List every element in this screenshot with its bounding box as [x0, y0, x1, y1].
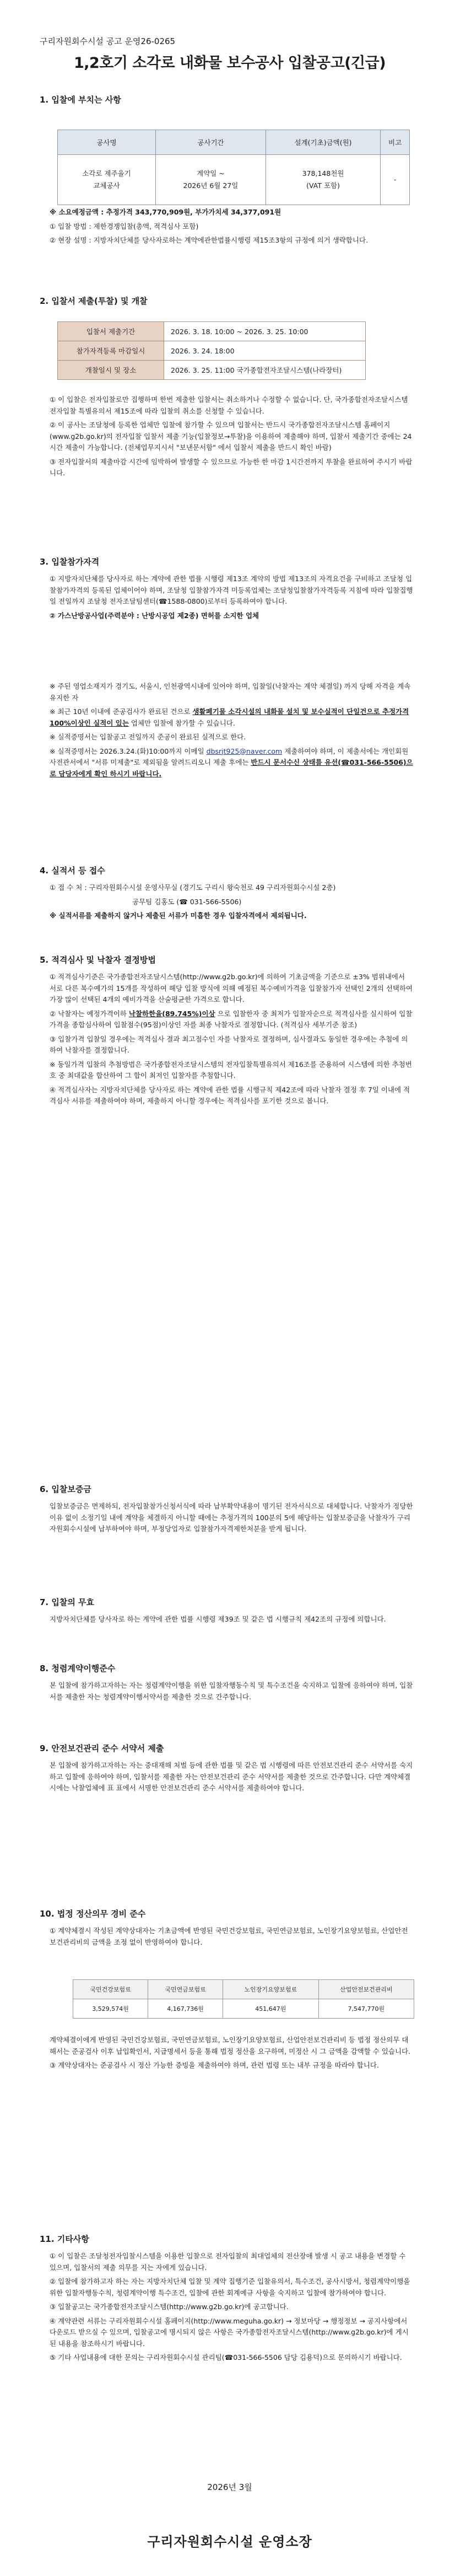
paragraph: 계약체결이에게 반영된 국민건강보험료, 국민연금보험료, 노인장기요양보험료, 산업안전보건관리비 등 법정 정산의무 대해서는 준공검사 이후 납입확인서, 지급명세서 등을 통해 법정 정산을 요구하며, 미정산 시 그 금액을 감액할 수 있습니다.	[50, 2036, 411, 2056]
section-1-heading: 1. 입찰에 부치는 사항	[40, 95, 121, 105]
text-span: ※ 최근 10년 이내에 준공검사가 완료된 건으로	[50, 707, 193, 716]
text-span: 업체만 입찰에 참가할 수 있습니다.	[128, 718, 235, 727]
section-11-body	[50, 2251, 413, 2366]
paragraph: ① 이 입찰은 조달청전자입찰시스템을 이용한 입찰으로 전자입찰의 최대업체의 전산장애 발생 시 공고 내용을 변경할 수 있으며, 입찰서의 제출 의무를 지는 자에게 있습니다.	[50, 2252, 406, 2272]
page-title: 1,2호기 소각로 내화물 보수공사 입찰공고(긴급)	[73, 55, 386, 72]
estimated-price: ※ 소요예정금액 : 추정가격 343,770,909원, 부가가치세 34,377,091원	[50, 208, 281, 216]
period-line: 계약일 ~	[197, 169, 225, 178]
schedule-value: 2026. 3. 18. 10:00 ~ 2026. 3. 25. 10:00	[164, 322, 366, 341]
text-span: 으로 입찰한자 중 최저가 입찰자순으로 적격심사를 실시하여 입찰가격을 종합심사하여 입찰점수(95점)이상인 자를 최종 낙찰자로 결정합니다. (적격심사 세부기준 참조)	[50, 1009, 413, 1029]
table-header: 국민건강보험료	[73, 1980, 148, 1999]
section-7-heading: 7. 입찰의 무효	[40, 1597, 95, 1607]
table-header: 설계(기초)금액(원)	[266, 130, 380, 155]
paragraph: 본 입찰에 참가하고자하는 자는 청렴계약이행을 위한 입찰자행동수칙 및 특수조건을 숙지하고 입찰에 응하여야 하며, 입찰서를 제출한 자는 청렴계약이행서약서를 제출한 것으로 간주합니다.	[50, 1681, 413, 1701]
section-10-notes	[50, 2035, 413, 2074]
period-line: 2026년 6월 27일	[183, 181, 239, 190]
section-3-notes	[50, 681, 413, 782]
section-8-heading: 8. 청렴계약이행준수	[40, 1663, 116, 1673]
winner-rule	[50, 1008, 413, 1031]
notice-number: 구리자원회수시설 공고 운영26-0265	[40, 36, 176, 46]
table-header: 국민연금보험료	[148, 1980, 223, 1999]
section-8-body	[50, 1680, 413, 1705]
paragraph: ② 입찰에 참가하고자 하는 자는 지방자치단체 입찰 및 계약 집행기준 입찰유의서, 특수조건, 공사시방서, 청렴계약이행을 위한 입찰자행동수칙, 청렴계약이행 특수조건, 입찰에 관한 회계예규 사항을 숙지하고 입찰에 참가하여야 합니다.	[50, 2277, 410, 2297]
table-header: 공사기간	[155, 130, 266, 155]
paragraph: 지방자치단체를 당사자로 하는 계약에 관한 법률 시행령 제39조 및 같은 법 시행규칙 제42조의 규정에 의합니다.	[50, 1615, 386, 1623]
bid-method: ① 입찰 방법 : 제한경쟁입찰(총액, 적격심사 포함)	[50, 222, 199, 230]
license-requirement: ② 가스난방공사업(주력분야 : 난방시공업 제2종) 면허를 소지한 업체	[50, 611, 259, 620]
amount-line: 378,148천원	[302, 169, 344, 178]
section-4-body	[50, 882, 413, 925]
paragraph: ※ 동일가격 입찰의 추첨방법은 국가종합전자조달시스템의 전자입찰특별유의서 제16조를 준용하여 시스템에 의한 추첨번호 중 최대값을 합산하여 그 합이 최저인 입찰자를 추첨합니다.	[50, 1060, 412, 1080]
schedule-label: 개찰일시 및 장소	[58, 361, 164, 380]
experience-requirement	[50, 706, 413, 729]
emphasis-span: 생활폐기물 소각시설의 내화물 설치 및 보수실적이 단일건으로 추정가격 100%이상인 실적이 있는	[50, 707, 409, 727]
emphasis-span: 반드시 문서수신 상태를 유선(☎031-566-5506)으로 담당자에게 확인 하시기 바랍니다.	[50, 758, 413, 778]
submission-note	[50, 746, 413, 780]
schedule-value: 2026. 3. 25. 11:00 국가종합전자조달시스템(나라장터)	[164, 361, 366, 380]
text-span: 제출하여야 하며, 이 제출서에는 개인회원 사전관서에서 "서류 미제출"로 제외됨을 알려드리오니 제출 후에는	[50, 747, 409, 766]
statutory-cost-table	[73, 1979, 414, 2019]
paragraph: ※ 주된 영업소재지가 경기도, 서울시, 인천광역시내에 있어야 하며, 입찰일(낙찰자는 계약 체결일) 까지 당해 자격을 계속 유지한 자	[50, 682, 411, 702]
project-name-cell	[58, 155, 156, 205]
paragraph: ※ 실적증명서는 입찰공고 전일까지 준공이 완료된 실적으로 한다.	[50, 733, 246, 741]
emphasis-span: 낙찰하한율(89.745%)이상	[128, 1009, 215, 1018]
project-name-line: 소각로 제주율기	[82, 169, 131, 178]
project-table	[57, 130, 410, 205]
paragraph: ⑤ 기타 사업내용에 대한 문의는 구리자원회수시설 관리팀(☎031-566-5506 담당 김용덕)으로 문의하시기 바랍니다.	[50, 2353, 402, 2362]
paragraph: ① 계약체결시 작성된 계약상대자는 기초금액에 반영된 국민건강보험료, 국민연금보험료, 노인장기요양보험료, 산업안전보건관리비의 금액을 조정 없이 반영하여야 합니다.	[50, 1926, 408, 1946]
paragraph: ③ 계약상대자는 준공검사 시 정산 가능한 증빙을 제출하여야 하며, 관련 법령 또는 내부 규정을 따라야 합니다.	[50, 2061, 379, 2069]
paragraph: ④ 적격심사자는 지방자치단체를 당사자로 하는 계약에 관한 법률 시행규칙 제42조에 따라 낙찰자 결정 후 7일 이내에 적격심사 서류를 제출하여야 하며, 제출하지 아니할 경우에는 적격심사를 포기한 것으로 봅니다.	[50, 1085, 410, 1105]
table-cell: 7,547,770원	[318, 1999, 414, 2019]
site-briefing: ② 현장 설명 : 지방자치단체를 당사자로하는 계약에관한법률시행령 제15조3항의 규정에 의거 생략합니다.	[50, 236, 369, 244]
amount-line: (VAT 포함)	[306, 181, 340, 190]
text-span: ② 낙찰자는 예정가격이하	[50, 1009, 129, 1018]
paragraph: 입찰보증금은 면제하되, 전자입찰참가신청서식에 따라 납부확약내용이 명기된 전자서식으로 대체합니다. 낙찰자가 정당한 이유 없이 소정기일 내에 계약을 체결하지 아니할 때에는 추정가격의 100분의 5에 해당하는 입찰보증금을 낙찰자가 구리자원회수시설에 납부하여야 하며, 부정당업자로 입찰참가자격제한처분을 받게 됩니다.	[50, 1502, 413, 1533]
schedule-table	[57, 321, 366, 380]
paragraph: ① 지방자치단체를 당사자로 하는 계약에 관한 법률 시행령 제13조 계약의 방법 제13조의 자격요건을 구비하고 조달청 입찰참가자격의 등록된 업체이어야 하며, 조달청 입찰참가자격 미등록업체는 조달청입찰참가자격등록 지침에 따라 입찰집행일 전일까지 조달청 전자조달팀센터(☎1588-0800)로부터 등록하여야 합니다.	[50, 575, 413, 605]
issuer-signature: 구리자원회수시설 운영소장	[147, 2534, 312, 2550]
section-3-heading: 3. 입찰참가자격	[40, 557, 100, 567]
section-9-body	[50, 1760, 413, 1797]
section-6-body	[50, 1501, 413, 1538]
project-name-line: 교체공사	[93, 181, 120, 190]
schedule-value: 2026. 3. 24. 18:00	[164, 341, 366, 361]
section-4-heading: 4. 실적서 등 접수	[40, 866, 105, 876]
section-3-body	[50, 573, 413, 624]
table-header: 비고	[381, 130, 410, 155]
paragraph: ③ 전자입찰서의 제출마감 시간에 임박하여 발생할 수 있으므로 가능한 한 마감 1시간전까지 투찰을 완료하여 주시기 바랍니다.	[50, 457, 413, 477]
section-10-heading: 10. 법정 정산의무 경비 준수	[40, 1909, 146, 1919]
paragraph: ① 적격심사기준은 국가종합전자조달시스템(http://www.g2b.go.kr)에 의하여 기초금액을 기준으로 ±3% 범위내에서 서로 다른 복수예가의 15개를 작성하여 해당 입찰 방식에 의해 예정된 복수예비가격을 입찰참가자 선택인 2개의 선택하여 가장 많이 선택된 4개의 예비가격을 산술평균한 가격으로 합니다.	[50, 973, 413, 1003]
section-1-body	[50, 207, 413, 249]
paragraph: ④ 계약관련 서류는 구리자원회수시설 홈페이지(http://www.meguha.go.kr) → 정보마당 → 행정정보 → 공지사항에서 다운로드 받으실 수 있으며, 입찰공고에 명시되지 않은 사항은 국가종합전자조달시스템(http://www.g2b.go.kr)에 게시된 내용을 참조하시기 바랍니다.	[50, 2316, 409, 2348]
section-2-heading: 2. 입찰서 제출(투찰) 및 개찰	[40, 296, 148, 306]
section-9-heading: 9. 안전보건관리 준수 서약서 제출	[40, 1743, 164, 1753]
table-header: 산업안전보건관리비	[318, 1980, 414, 1999]
contact-person: 공무팀 김홍도 (☎ 031-566-5506)	[132, 897, 242, 906]
project-amount-cell	[266, 155, 380, 205]
paragraph: ① 접 수 처 : 구리자원회수시설 운영사무실 (경기도 구리시 왕숙천로 49 구리자원회수시설 2층)	[50, 883, 336, 892]
section-10-body	[50, 1925, 413, 1951]
section-7-body	[50, 1614, 413, 1628]
warning-note: ※ 실적서류를 제출하지 않거나 제출된 서류가 미흡한 경우 입찰자격에서 제외됩니다.	[50, 911, 307, 920]
paragraph: ③ 입찰공고는 국가종합전자조달시스템(http://www.g2b.go.kr)에 공고합니다.	[50, 2303, 289, 2311]
project-note-cell: -	[381, 155, 410, 205]
text-span: ※ 실적증명서는 2026.3.24.(화)10:00까지 이메일	[50, 747, 207, 755]
section-2-body	[50, 394, 413, 482]
table-cell: 4,167,736원	[148, 1999, 223, 2019]
section-11-heading: 11. 기타사항	[40, 2234, 89, 2244]
schedule-label: 참가자격등록 마감일시	[58, 341, 164, 361]
table-header: 노인장기요양보험료	[223, 1980, 318, 1999]
email-link[interactable]: dbsrjt925@naver.com	[206, 747, 283, 755]
project-period-cell	[155, 155, 266, 205]
section-6-heading: 6. 입찰보증금	[40, 1484, 91, 1494]
table-header: 공사명	[58, 130, 156, 155]
paragraph: 본 입찰에 참가하고자하는 자는 중대재해 처벌 등에 관한 법률 및 같은 법 시행령에 따른 안전보건관리 준수 서약서를 숙지하고 입찰에 응하여야 하며, 입찰서를 제출한 자는 안전보건관리 준수 서약서를 제출한 것으로 간주합니다. 다만 계약체결 시에는 낙찰업체에 표 표에서 서명한 안전보건관리 준수 서약서를 제출하여야 합니다.	[50, 1761, 413, 1792]
paragraph: ③ 입찰가격 입찰일 경우에는 적격심사 결과 최고점수인 자를 낙찰자로 결정하며, 심사결과도 동일한 경우에는 추첨에 의하여 낙찰자를 결정합니다.	[50, 1034, 408, 1054]
schedule-label: 입찰서 제출기간	[58, 322, 164, 341]
table-cell: 451,647원	[223, 1999, 318, 2019]
section-5-body	[50, 972, 413, 1110]
paragraph: ② 이 공사는 조달청에 등록한 업체만 입찰에 참가할 수 있으며 입찰서는 반드시 국가종합전자조달시스템 홈페이지(www.g2b.go.kr)의 전자입찰 입찰서 제출 기능(입찰정보→투찰)을 이용하여 제출해야 하며, 입찰서 제출기간 중에는 24시간 제출이 가능합니다. (전체업무지시서 "보낸문서함" 에서 입찰서 제출을 반드시 확인 바람)	[50, 421, 412, 452]
announcement-date: 2026년 3월	[207, 2482, 252, 2492]
paragraph: ① 이 입찰은 전자입찰로만 집행하며 한번 제출한 입찰서는 취소하거나 수정할 수 없습니다. 단, 국가종합전자조달시스템 전자입찰 특별유의서 제15조에 따라 입찰의 취소를 신청할 수 있습니다.	[50, 395, 408, 415]
section-5-heading: 5. 적격심사 및 낙찰자 결정방법	[40, 955, 156, 965]
table-cell: 3,529,574원	[73, 1999, 148, 2019]
